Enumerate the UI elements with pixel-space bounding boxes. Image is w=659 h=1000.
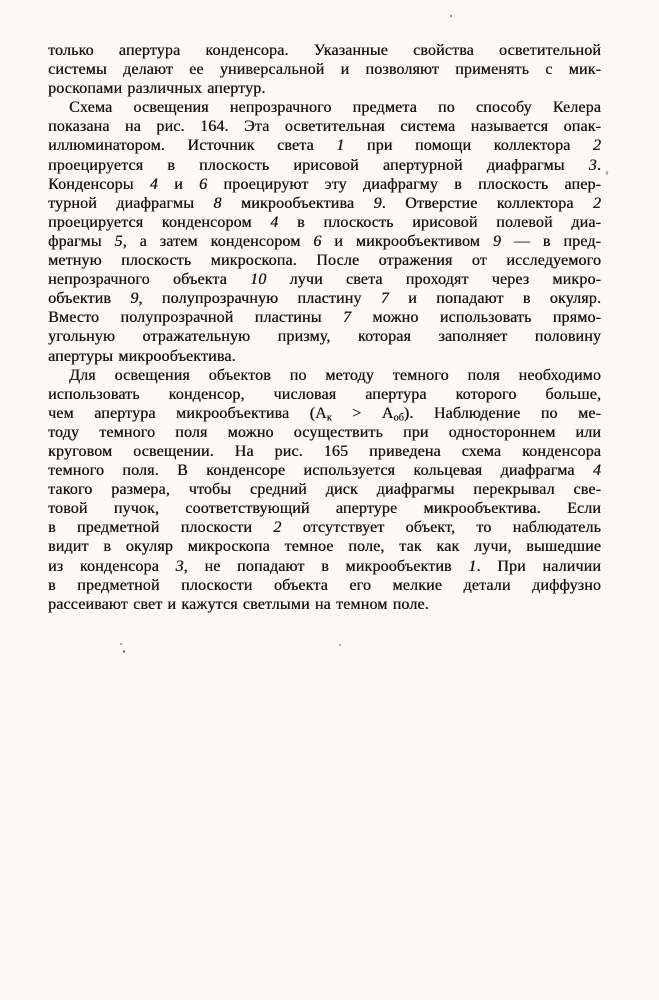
- text-segment: непрозрачного объекта: [48, 271, 251, 289]
- text-line: [48, 213, 601, 232]
- figure-reference-number: 8: [213, 194, 222, 212]
- text-segment: Схема освещения непрозрачного предмета по способу Келера: [69, 99, 601, 117]
- text-line: [48, 60, 601, 79]
- text-line: [48, 423, 601, 442]
- text-line: [48, 499, 601, 518]
- text-segment: системы делают ее универсальной и позволяют применять с мик-: [48, 61, 601, 79]
- text-segment: об: [393, 412, 404, 424]
- text-segment: ). Наблюдение по ме-: [403, 404, 601, 422]
- text-line: [48, 194, 601, 213]
- scan-speck: [339, 644, 341, 646]
- figure-reference-number: 7: [380, 290, 389, 308]
- text-line: [48, 537, 601, 556]
- text-line: [48, 98, 601, 117]
- text-segment: можно использовать прямо-: [351, 309, 601, 327]
- text-segment: Вместо полупрозрачной пластины: [48, 309, 343, 327]
- scan-speck: [450, 15, 452, 17]
- text-segment: тоду темного поля можно осуществить при одностороннем или: [48, 423, 601, 441]
- text-segment: и: [157, 175, 200, 193]
- text-segment: и попадают в окуляр.: [388, 290, 601, 308]
- figure-reference-number: 9: [373, 194, 382, 212]
- text-segment: при помощи коллектора: [344, 137, 593, 155]
- scan-speck: [120, 643, 122, 645]
- text-line: [48, 366, 601, 385]
- text-segment: , не попадают в микрообъектив: [183, 557, 469, 575]
- text-line: [48, 557, 601, 576]
- text-line: [48, 442, 601, 461]
- text-segment: в предметной плоскости объекта его мелкие детали диффузно: [48, 576, 601, 594]
- text-segment: проецируют эту диафрагму в плоскость апер-: [207, 175, 601, 193]
- text-line: [48, 175, 601, 194]
- figure-reference-number: 4: [149, 175, 158, 193]
- text-segment: проецируется в плоскость ирисовой апертурной диафрагмы: [48, 156, 589, 174]
- text-line: [48, 251, 601, 270]
- text-segment: такого размера, чтобы средний диск диафрагмы перекрывал све-: [48, 481, 601, 499]
- text-line: [48, 385, 601, 404]
- text-segment: проецируется конденсором: [48, 213, 271, 231]
- text-line: [48, 308, 601, 327]
- scan-speck: [606, 171, 609, 175]
- text-segment: . Отверстие коллектора: [381, 194, 593, 212]
- text-line: [48, 270, 601, 289]
- text-line: [48, 156, 601, 175]
- text-segment: рассеивают свет и кажутся светлыми на темном поле.: [48, 595, 429, 613]
- text-segment: > А: [331, 404, 394, 422]
- page-text: [48, 41, 601, 614]
- figure-reference-number: 4: [270, 213, 279, 231]
- text-segment: . При наличии: [476, 557, 602, 575]
- text-line: [48, 518, 601, 537]
- text-segment: метную плоскость микроскопа. После отражения от исследуемого: [48, 252, 601, 270]
- text-line: [48, 289, 601, 308]
- text-segment: круговом освещении. На рис. 165 приведена схема конденсора: [48, 442, 601, 460]
- text-line: [48, 576, 601, 595]
- paragraph: [48, 41, 601, 98]
- text-segment: из конденсора: [48, 557, 176, 575]
- text-segment: показана на рис. 164. Эта осветительная система называется опак-: [48, 118, 601, 136]
- text-segment: отсутствует объект, то наблюдатель: [281, 519, 601, 537]
- text-line: [48, 327, 601, 346]
- text-line: [48, 117, 601, 136]
- text-segment: роскопами различных апертур.: [48, 80, 266, 98]
- figure-reference-number: 1: [336, 137, 345, 155]
- text-segment: чем апертура микрообъектива (А: [48, 404, 327, 422]
- figure-reference-number: 9: [130, 290, 139, 308]
- text-segment: — в пред-: [500, 232, 601, 250]
- text-segment: , а затем конденсором: [122, 232, 314, 250]
- scan-speck: [123, 650, 126, 654]
- figure-reference-number: 6: [199, 175, 208, 193]
- text-segment: в плоскость ирисовой полевой диа-: [278, 213, 602, 231]
- text-line: [48, 41, 601, 60]
- figure-reference-number: 6: [313, 232, 322, 250]
- figure-reference-number: 5: [114, 232, 123, 250]
- text-segment: в предметной плоскости: [48, 519, 274, 537]
- text-segment: иллюминатором. Источник света: [48, 137, 337, 155]
- text-segment: и микрообъективом: [321, 232, 493, 250]
- text-segment: темного поля. В конденсоре используется кольцевая диафрагма: [48, 462, 593, 480]
- text-segment: Для освещения объектов по методу темного поля необходимо: [69, 366, 601, 384]
- text-line: [48, 136, 601, 155]
- text-line: [48, 232, 601, 251]
- figure-reference-number: 3: [175, 557, 184, 575]
- text-segment: к: [326, 412, 332, 424]
- text-segment: апертуры микрообъектива.: [48, 347, 236, 365]
- paragraph: [48, 98, 601, 365]
- text-segment: микрообъектива: [221, 194, 374, 212]
- text-line: [48, 79, 601, 98]
- figure-reference-number: 4: [592, 462, 601, 480]
- figure-reference-number: 2: [273, 519, 282, 537]
- figure-reference-number: 1: [468, 557, 477, 575]
- figure-reference-number: 3: [588, 156, 597, 174]
- figure-reference-number: 10: [250, 271, 267, 289]
- text-segment: товой пучок, соответствующий апертуре микрообъектива. Если: [48, 500, 601, 518]
- text-line: [48, 461, 601, 480]
- text-segment: использовать конденсор, числовая апертура которого больше,: [48, 385, 601, 403]
- figure-reference-number: 2: [592, 194, 601, 212]
- text-segment: только апертура конденсора. Указанные свойства осветительной: [48, 42, 601, 59]
- text-segment: Конденсоры: [48, 175, 150, 193]
- text-segment: видит в окуляр микроскопа темное поле, так как лучи, вышедшие: [48, 538, 601, 556]
- text-line: [48, 404, 601, 423]
- text-segment: объектив: [48, 290, 131, 308]
- text-line: [48, 595, 601, 614]
- text-segment: турной диафрагмы: [48, 194, 214, 212]
- text-segment: угольную отражательную призму, которая заполняет половину: [48, 328, 601, 346]
- paragraph: [48, 366, 601, 614]
- text-segment: лучи света проходят через микро-: [266, 271, 601, 289]
- text-line: [48, 480, 601, 499]
- text-segment: , полупрозрачную пластину: [138, 290, 381, 308]
- text-segment: .: [596, 156, 601, 174]
- text-segment: фрагмы: [48, 232, 115, 250]
- text-line: [48, 347, 601, 366]
- figure-reference-number: 2: [592, 137, 602, 155]
- figure-reference-number: 9: [492, 232, 501, 250]
- figure-reference-number: 7: [342, 309, 351, 327]
